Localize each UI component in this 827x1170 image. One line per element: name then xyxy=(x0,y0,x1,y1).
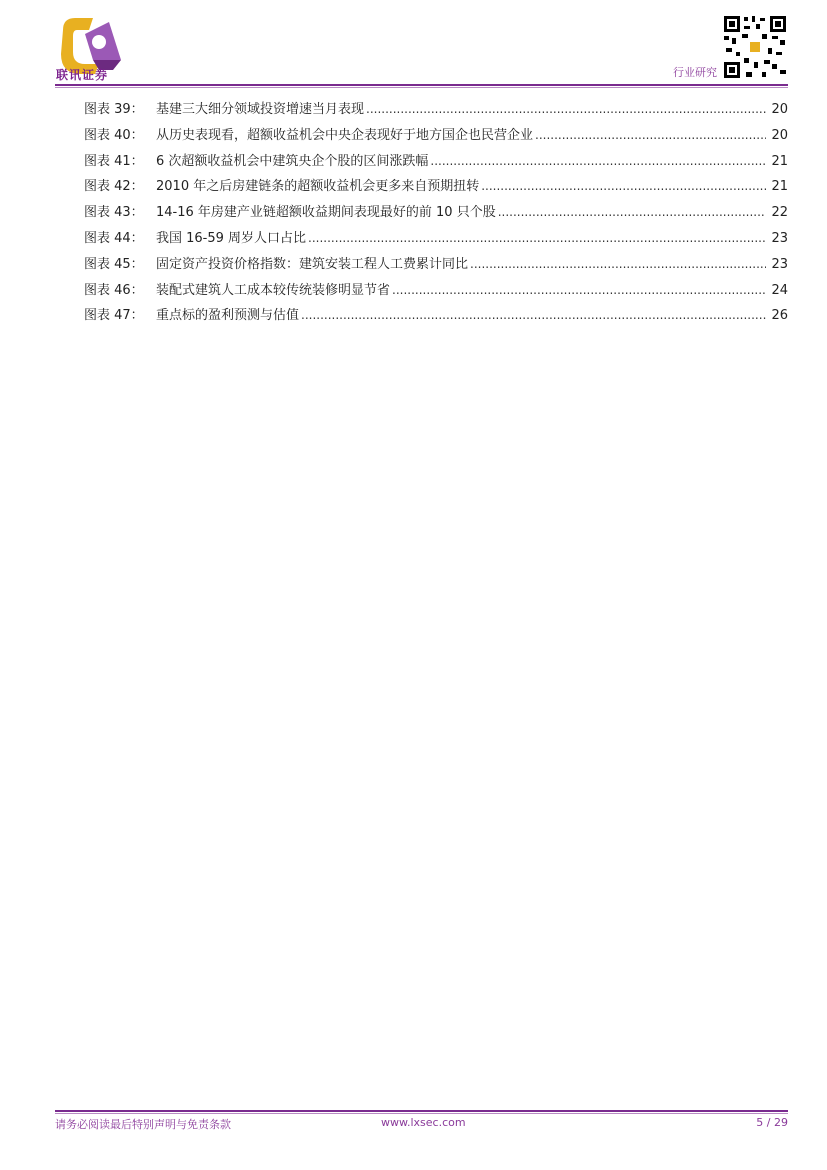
toc-leader-dots xyxy=(498,205,766,219)
toc-row[interactable] xyxy=(84,279,788,305)
toc-leader-dots xyxy=(481,179,766,193)
toc-figure-title: 从历史表现看，超额收益机会中央企表现好于地方国企也民营企业 xyxy=(156,127,534,143)
footer-divider-thin xyxy=(55,1113,788,1114)
toc-figure-number: 图表 43： xyxy=(84,205,144,221)
toc-page-number: 24 xyxy=(771,282,788,298)
logo-text: 联讯证券 xyxy=(56,68,109,82)
toc-leader-dots xyxy=(430,154,766,168)
toc-leader-dots xyxy=(366,102,766,116)
footer-page-number: 5 / 29 xyxy=(756,1116,788,1129)
toc-row[interactable] xyxy=(84,304,788,330)
toc-figure-number: 图表 41： xyxy=(84,153,144,169)
toc-figure-title: 重点标的盈利预测与估值 xyxy=(156,308,300,324)
toc-figure-title: 基建三大细分领域投资增速当月表现 xyxy=(156,102,365,117)
footer-disclaimer: 请务必阅读最后特别声明与免责条款 xyxy=(55,1118,231,1131)
header-divider xyxy=(55,84,788,86)
toc-figure-title: 2010 年之后房建链条的超额收益机会更多来自预期扭转 xyxy=(156,179,480,195)
toc-page-number: 21 xyxy=(771,153,788,169)
toc-figure-number: 图表 44： xyxy=(84,230,144,246)
toc-page-number: 21 xyxy=(771,179,788,195)
toc-figure-number: 图表 47： xyxy=(84,308,144,324)
toc-leader-dots xyxy=(308,231,766,245)
toc-figure-number: 图表 45： xyxy=(84,256,144,272)
toc-page-number: 20 xyxy=(771,102,788,117)
toc-figure-number: 图表 40： xyxy=(84,127,144,143)
page-header xyxy=(0,0,827,90)
toc-figure-title: 装配式建筑人工成本较传统装修明显节省 xyxy=(156,282,391,298)
section-label: 行业研究 xyxy=(673,66,717,79)
header-divider-thin xyxy=(55,87,788,88)
toc-figure-title: 我国 16-59 周岁人口占比 xyxy=(156,230,307,246)
toc-row[interactable] xyxy=(84,201,788,227)
toc-page-number: 23 xyxy=(771,230,788,246)
toc-row[interactable] xyxy=(84,175,788,201)
toc-row[interactable] xyxy=(84,150,788,176)
toc-leader-dots xyxy=(470,257,766,271)
qr-code-icon xyxy=(722,14,788,80)
toc-figure-number: 图表 42： xyxy=(84,179,144,195)
toc-figure-number: 图表 39： xyxy=(84,102,144,117)
toc-figure-title: 14-16 年房建产业链超额收益期间表现最好的前 10 只个股 xyxy=(156,205,496,221)
toc-leader-dots xyxy=(535,128,766,142)
figure-table-of-contents xyxy=(84,98,788,330)
toc-page-number: 20 xyxy=(771,127,788,143)
toc-row[interactable] xyxy=(84,98,788,124)
toc-leader-dots xyxy=(301,308,766,322)
footer-website-link[interactable]: www.lxsec.com xyxy=(381,1116,466,1129)
toc-row[interactable] xyxy=(84,253,788,279)
toc-row[interactable] xyxy=(84,124,788,150)
toc-figure-number: 图表 46： xyxy=(84,282,144,298)
toc-figure-title: 固定资产投资价格指数：建筑安装工程人工费累计同比 xyxy=(156,256,469,272)
footer-divider xyxy=(55,1110,788,1112)
toc-row[interactable] xyxy=(84,227,788,253)
toc-figure-title: 6 次超额收益机会中建筑央企个股的区间涨跌幅 xyxy=(156,153,429,169)
toc-page-number: 26 xyxy=(771,308,788,324)
toc-page-number: 22 xyxy=(771,205,788,221)
toc-page-number: 23 xyxy=(771,256,788,272)
toc-leader-dots xyxy=(392,283,766,297)
